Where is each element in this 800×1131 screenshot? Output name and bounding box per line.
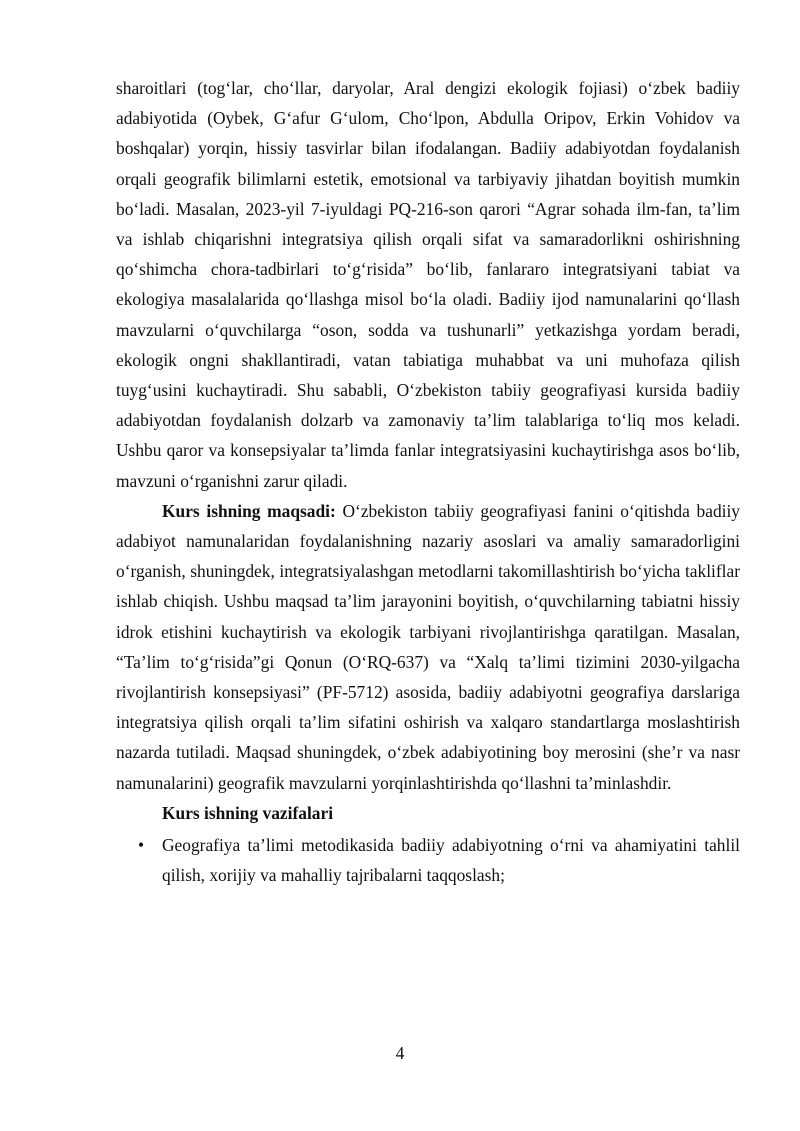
intro-paragraph: sharoitlari (tog‘lar, cho‘llar, daryolar, Aral dengizi ekologik fojiasi) o‘zbek badiiy adabiyotida (Oybek, G‘afur G‘ulom, Cho‘lpon, Abdulla Oripov, Erkin Vohidov va boshqalar) yorqin, hissiy tasvirlar bilan ifodalangan. Badiiy adabiyotdan foydalanish orqali geografik bilimlarni estetik, emotsional va tarbiyaviy jihatdan boyitish mumkin bo‘ladi. Masalan, 2023-yil 7-iyuldagi PQ-216-son qarori “Agrar sohada ilm-fan, ta’lim va ishlab chiqarishni integratsiya qilish orqali sifat va samaradorlikni oshirishning qo‘shimcha chora-tadbirlari to‘g‘risida” bo‘lib, fanlararo integratsiyani tabiat va ekologiya masalalarida qo‘llashga misol bo‘la oladi. Badiiy ijod namunalarini qo‘llash mavzularni o‘quvchilarga “oson, sodda va tushunarli” yetkazishga yordam beradi, ekologik ongni shakllantiradi, vatan tabiatiga muhabbat va uni muhofaza qilish tuyg‘usini kuchaytiradi. Shu sababli, O‘zbekiston tabiiy geografiyasi kursida badiiy adabiyotdan foydalanish dolzarb va zamonaviy ta’lim talablariga to‘liq mos keladi. Ushbu qaror va konsepsiyalar ta’limda fanlar integratsiyasini kuchaytirishga asos bo‘lib, mavzuni o‘rganishni zarur qiladi. xyxy=(116,78,740,491)
goal-text: O‘zbekiston tabiiy geografiyasi fanini o‘qitishda badiiy adabiyot namunalaridan foydalanishning nazariy asoslari va amaliy samaradorligini o‘rganish, shuningdek, integratsiyalashgan metodlarni takomillashtirish bo‘yicha takliflar ishlab chiqish. Ushbu maqsad ta’lim jarayonini boyitish, o‘quvchilarning tabiatni hissiy idrok etishini kuchaytirish va ekologik tarbiyani rivojlantirishga qaratilgan. Masalan, “Ta’lim to‘g‘risida”gi Qonun (O‘RQ-637) va “Xalq ta’limi tizimini 2030-yilgacha rivojlantirish konsepsiyasi” (PF-5712) asosida, badiiy adabiyotni geografiya darslariga integratsiya qilish orqali ta’lim sifatini oshirish va xalqaro standartlarga moslashtirish nazarda tutiladi. Maqsad shuningdek, o‘zbek adabiyotining boy merosini (she’r va nasr namunalarini) geografik mavzularni yorqinlashtirishda qo‘llashni ta’minlashdir. xyxy=(116,500,740,793)
tasks-heading: Kurs ishning vazifalari xyxy=(162,802,334,823)
goal-paragraph xyxy=(116,496,740,798)
document-page xyxy=(116,73,740,890)
list-item-text: Geografiya ta’limi metodikasida badiiy adabiyotning o‘rni va ahamiyatini tahlil qilish, xorijiy va mahalliy tajribalarni taqqoslash; xyxy=(162,835,740,886)
list-item xyxy=(116,830,740,890)
page-number: 4 xyxy=(395,1043,405,1063)
tasks-list xyxy=(116,830,740,890)
bullet-icon: • xyxy=(138,835,145,856)
goal-label: Kurs ishning maqsadi: xyxy=(162,500,336,521)
